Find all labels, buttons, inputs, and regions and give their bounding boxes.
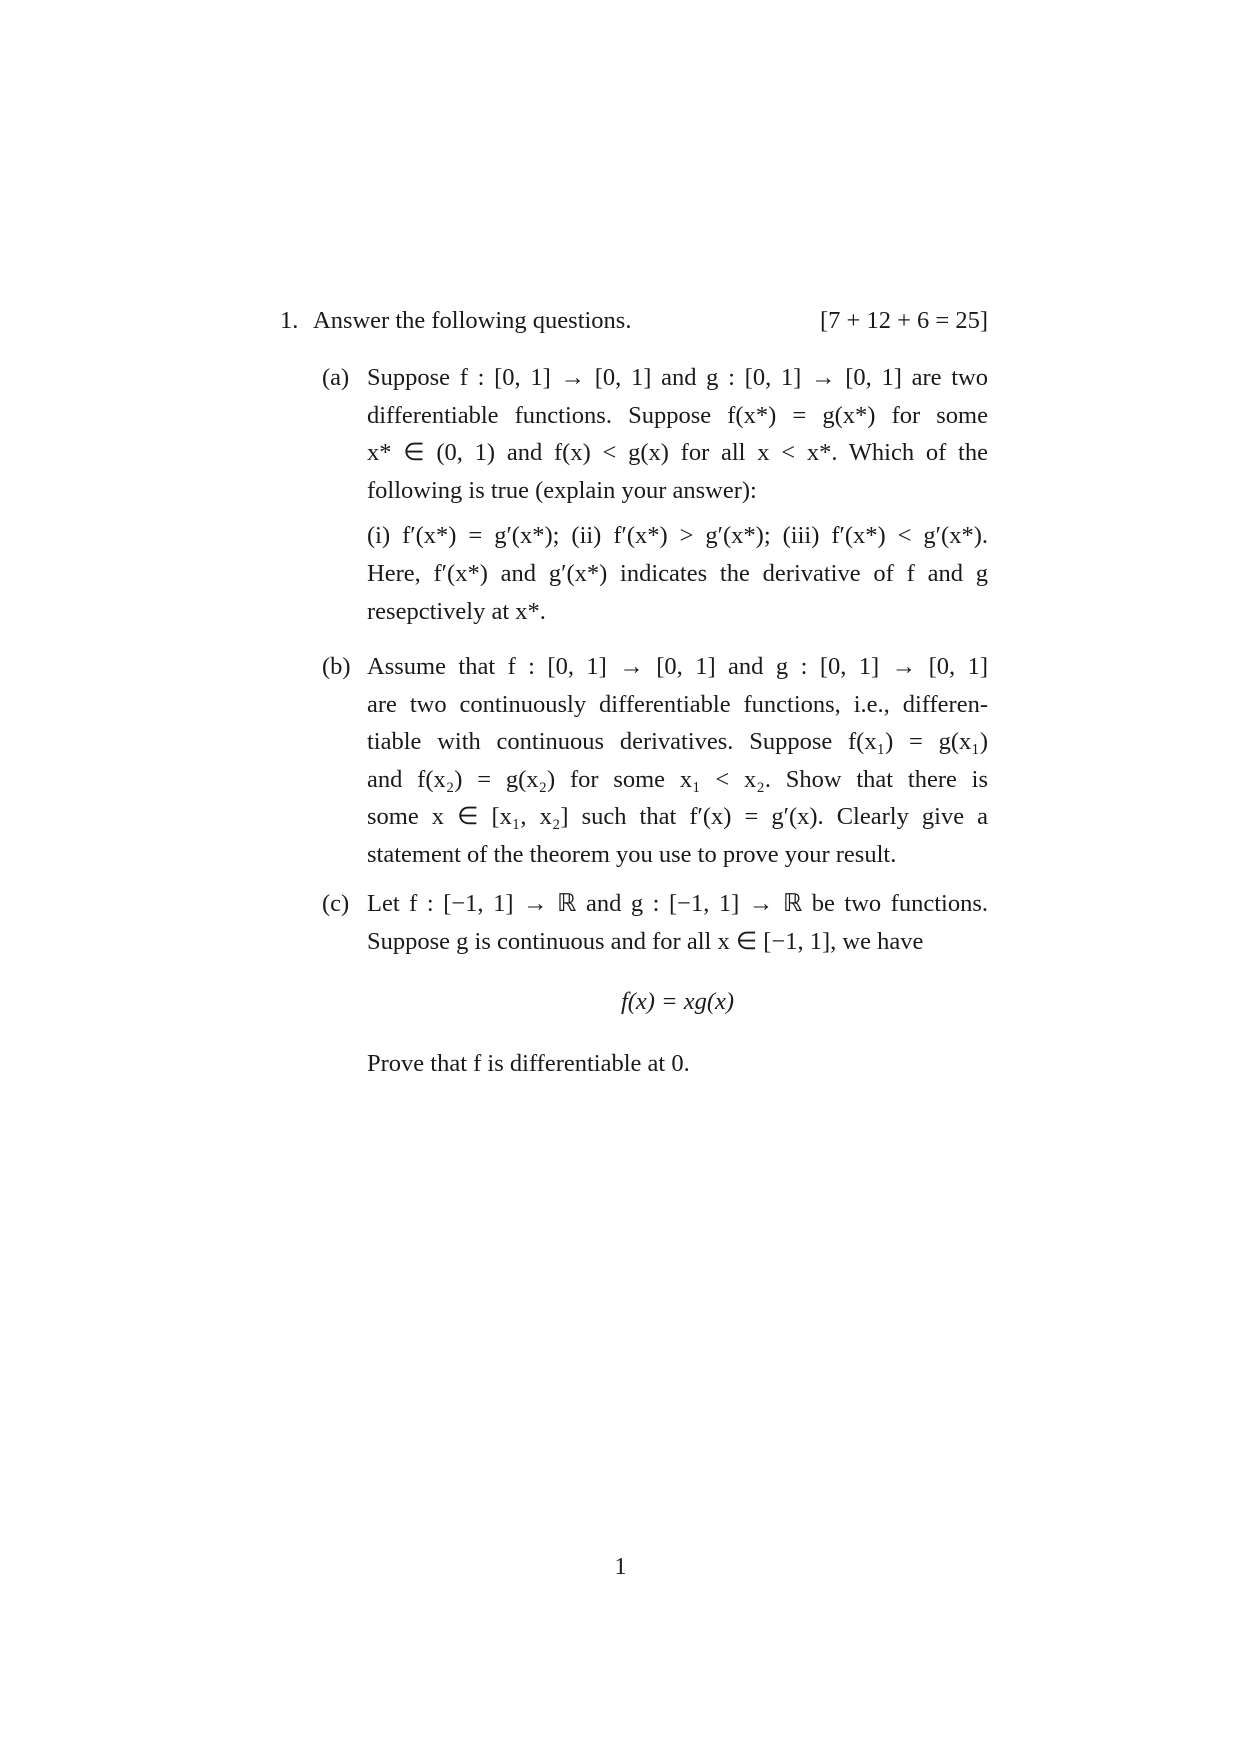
part-a-body — [367, 359, 988, 630]
part-b-line-6: statement of the theorem you use to prove your result. — [367, 840, 897, 868]
question-title: Answer the following questions. — [313, 307, 632, 334]
question-heading — [280, 303, 988, 339]
part-a-line-6: Here, f′(x*) and g′(x*) indicates the derivative of f and g — [367, 559, 988, 587]
part-b-line-2: are two continuously differentiable functions, i.e., differen- — [367, 690, 988, 718]
part-b-body — [367, 648, 988, 874]
part-b-label: (b) — [322, 653, 351, 680]
part-a-line-1: Suppose f : [0, 1] → [0, 1] and g : [0, 1] → [0, 1] are two — [367, 364, 988, 391]
part-a-line-2: differentiable functions. Suppose f(x*) = g(x*) for some — [367, 401, 988, 429]
question-number: 1. — [280, 307, 299, 334]
part-c-body — [367, 885, 988, 1077]
part-a-line-4: following is true (explain your answer): — [367, 476, 757, 504]
part-c-label: (c) — [322, 890, 350, 917]
display-equation: f(x) = xg(x) — [620, 988, 735, 1015]
part-c-line-1: Let f : [−1, 1] → ℝ and g : [−1, 1] → ℝ be two functions. — [367, 890, 988, 917]
part-a-line-7: resepctively at x*. — [367, 597, 546, 625]
part-a-line-3: x* ∈ (0, 1) and f(x) < g(x) for all x < x*. Which of the — [367, 439, 988, 467]
part-b-line-4: and f(x₂) = g(x₂) for some x₁ < x₂. Show that there is — [367, 765, 988, 793]
part-b-line-5: some x ∈ [x₁, x₂] such that f′(x) = g′(x). Clearly give a — [367, 803, 988, 831]
part-c-conclusion: Prove that f is differentiable at 0. — [367, 1050, 690, 1077]
part-a-options: (i) f′(x*) = g′(x*); (ii) f′(x*) > g′(x*); (iii) f′(x*) < g′(x*). — [367, 522, 988, 550]
question-marks: [7 + 12 + 6 = 25] — [819, 307, 988, 334]
part-c-line-2: Suppose g is continuous and for all x ∈ [−1, 1], we have — [367, 927, 924, 955]
part-a-label: (a) — [322, 364, 350, 391]
page-number: 1 — [614, 1553, 627, 1580]
part-b-line-1: Assume that f : [0, 1] → [0, 1] and g : [0, 1] → [0, 1] — [367, 653, 988, 680]
part-b-line-3: tiable with continuous derivatives. Suppose f(x₁) = g(x₁) — [367, 728, 988, 756]
